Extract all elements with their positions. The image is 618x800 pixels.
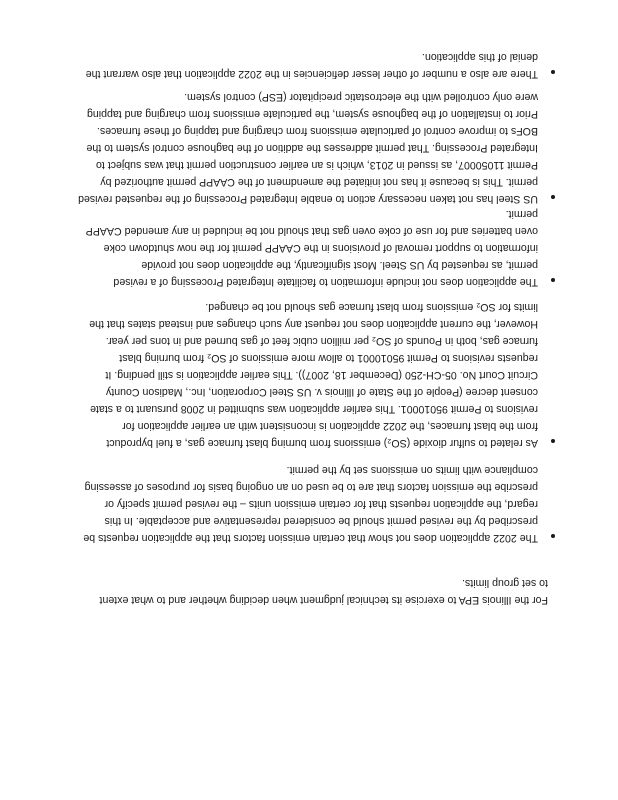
text-line: prescribe the emission factors that are to be used on an ongoing basis for purposes of assessing xyxy=(84,481,538,493)
text-line: Prior to installation of the baghouse system, the particulate emissions from charging and tapping xyxy=(86,108,538,120)
text-line: furnace gas, both in Pounds of SO₂ per million cubic feet of gas burned and in tons per year. xyxy=(105,335,538,347)
text-line: US Steel has not taken necessary action to enable Integrated Processing of the requested revised xyxy=(78,193,538,205)
bullet-dot xyxy=(551,195,555,199)
text-line: permit. xyxy=(505,208,538,220)
bullet-dot xyxy=(551,278,555,282)
text-line: For the Illinois EPA to exercise its technical judgment when deciding whether and to what extent xyxy=(99,594,548,606)
text-line: revisions to Permit 95010001. This earlier application was submitted in 2008 pursuant to a state xyxy=(90,403,538,415)
text-line: Integrated Processing. That permit addresses the addition of the baghouse control system to the xyxy=(86,142,538,154)
text-line: There are also a number of other lesser deficiencies in the 2022 application that also warrant the xyxy=(85,68,538,80)
bullet-dot xyxy=(551,70,555,74)
text-line: requests revisions to Permit 95010001 to allow more emissions of SO₂ from burning blast xyxy=(119,352,538,364)
bullet-dot xyxy=(551,534,555,538)
text-line: from the blast furnaces, the 2022 application is inconsistent with an earlier application for xyxy=(122,420,538,432)
text-line: permit, as requested by US Steel. Most significantly, the application does not provide xyxy=(141,259,538,271)
text-line: oven batteries and for use of coke oven gas that should not be included in any amended CAAPP xyxy=(85,225,538,237)
bullet-dot xyxy=(551,439,555,443)
text-line: Permit 11050007, as issued in 2013, which is an earlier construction permit that was subject to xyxy=(95,159,538,171)
text-line: were only controlled with the electrostatic precipitator (ESP) control system. xyxy=(184,91,538,103)
text-line: The 2022 application does not show that certain emission factors that the application requests be xyxy=(83,532,538,544)
text-line: denial of this application. xyxy=(421,51,538,63)
text-line: permit. This is because it has not initiated the amendment of the CAAPP permit authorized by xyxy=(100,176,538,188)
text-line: However, the current application does not request any such changes and instead states that the xyxy=(89,318,538,330)
text-line: BOFs to improve control of particulate emissions from charging and tapping of these furnaces. xyxy=(96,125,538,137)
text-line: As related to sulfur dioxide (SO₂) emissions from burning blast furnace gas, a fuel byproduct xyxy=(106,437,538,449)
text-line: regard, the application requests that for certain emission units – the revised permit specify or xyxy=(104,498,538,510)
text-line: prescribed by the revised permit should be considered representative and acceptable. In this xyxy=(104,515,538,527)
text-line: Circuit Court No. 05-CH-250 (December 18, 2007)). This earlier application is still pending. It xyxy=(105,369,538,381)
text-line: The application does not include information to facilitate Integrated Processing of a revised xyxy=(113,276,538,288)
text-line: information to support removal of provisions in the CAAPP permit for the now shutdown coke xyxy=(103,242,538,254)
text-line: compliance with limits on emissions set by the permit. xyxy=(286,464,538,476)
text-line: consent decree (People of the State of Illinois v. US Steel Corporation, Inc., Madison County xyxy=(105,386,538,398)
text-line: to set group limits. xyxy=(462,577,548,589)
text-line: limits for SO₂ emissions from blast furnace gas should not be changed. xyxy=(205,301,538,313)
